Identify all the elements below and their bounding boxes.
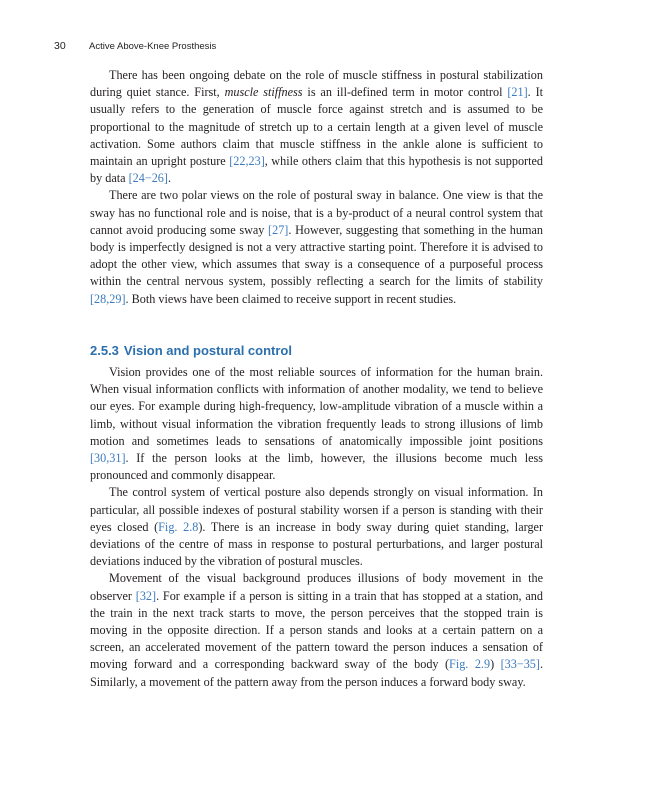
paragraph-vision-information: Vision provides one of the most reliable sources of information for the human brain. When visual information conflicts with information of another modality, we tend to believe our eyes. For example during high-frequency, low-amplitude vibration of a muscle within a limb, without visual information the vibration frequently leads to strong illusions of limb motion and sometimes leads to sensations of anatomically impossible joint positions [30,31]. If the person looks at the limb, however, the illusions become much less pronounced and commonly disappear. — [90, 365, 543, 483]
section-heading — [90, 343, 292, 358]
body-text-lower — [90, 364, 543, 691]
section-number: 2.5.3 — [90, 343, 119, 358]
figure-link[interactable]: Fig. 2.8 — [158, 519, 199, 534]
section-title: Vision and postural control — [123, 343, 292, 358]
citation-link[interactable]: [21] — [507, 85, 528, 100]
paragraph-postural-sway: There are two polar views on the role of postural sway in balance. One view is that the sway has no functional role and is noise, that is a by-product of a neural control system that cannot avoid producing some sway [27]. However, suggesting that something in the human body is imperfectly designed is not a very attractive starting point. Therefore it is advised to adopt the other view, which assumes that sway is a consequence of a purposeful process within the central nervous system, possibly reflecting a search for the limits of stability [28,29]. Both views have been claimed to receive support in recent studies. — [90, 188, 543, 306]
page-number: 30 — [54, 40, 66, 52]
citation-link[interactable]: [30,31] — [90, 451, 126, 466]
citation-link[interactable]: [32] — [135, 588, 157, 603]
citation-link[interactable]: [33−35] — [500, 657, 540, 672]
paragraph-vertical-posture: The control system of vertical posture also depends strongly on visual information. In particular, all possible indexes of postural stability worsen if a person is standing with their eyes closed (Fig. 2.8). There is an increase in body sway during quiet standing, larger deviations of the centre of mass in response to postural perturbations, and larger postural deviations induced by the vibration of postural muscles. — [90, 485, 544, 569]
body-text-upper — [90, 67, 543, 308]
paragraph-visual-background: Movement of the visual background produces illusions of body movement in the observer [32]. For example if a person is sitting in a train that has stopped at a station, and the train in the next track starts to move, the person perceives that the stopped train is moving in the opposite direction. If a person stands and looks at a certain pattern on a screen, an accelerated movement of the pattern toward the person induces a sensation of moving forward and a corresponding backward sway of the body (Fig. 2.9) [33−35]. Similarly, a movement of the pattern away from the person induces a forward body sway. — [90, 571, 544, 689]
figure-link[interactable]: Fig. 2.9 — [449, 657, 491, 672]
citation-link[interactable]: [22,23] — [229, 154, 265, 169]
citation-link[interactable]: [27] — [268, 222, 289, 237]
running-title: Active Above-Knee Prosthesis — [89, 41, 217, 52]
paragraph-muscle-stiffness: There has been ongoing debate on the role of muscle stiffness in postural stabilization during quiet stance. First, muscle stiffness is an ill-defined term in motor control [21]. It usually refers to the generation of muscle force against stretch and is assumed to be proportional to the magnitude of stretch up to a certain length at a given level of muscle activation. Some authors claim that muscle stiffness in the ankle alone is sufficient to maintain an upright posture [22,23], while others claim that this hypothesis is not supported by data [24−26]. — [90, 68, 544, 186]
emphasis-muscle-stiffness: muscle stiffness — [224, 85, 303, 100]
citation-link[interactable]: [28,29] — [90, 291, 126, 306]
citation-link[interactable]: [24−26] — [128, 171, 168, 186]
